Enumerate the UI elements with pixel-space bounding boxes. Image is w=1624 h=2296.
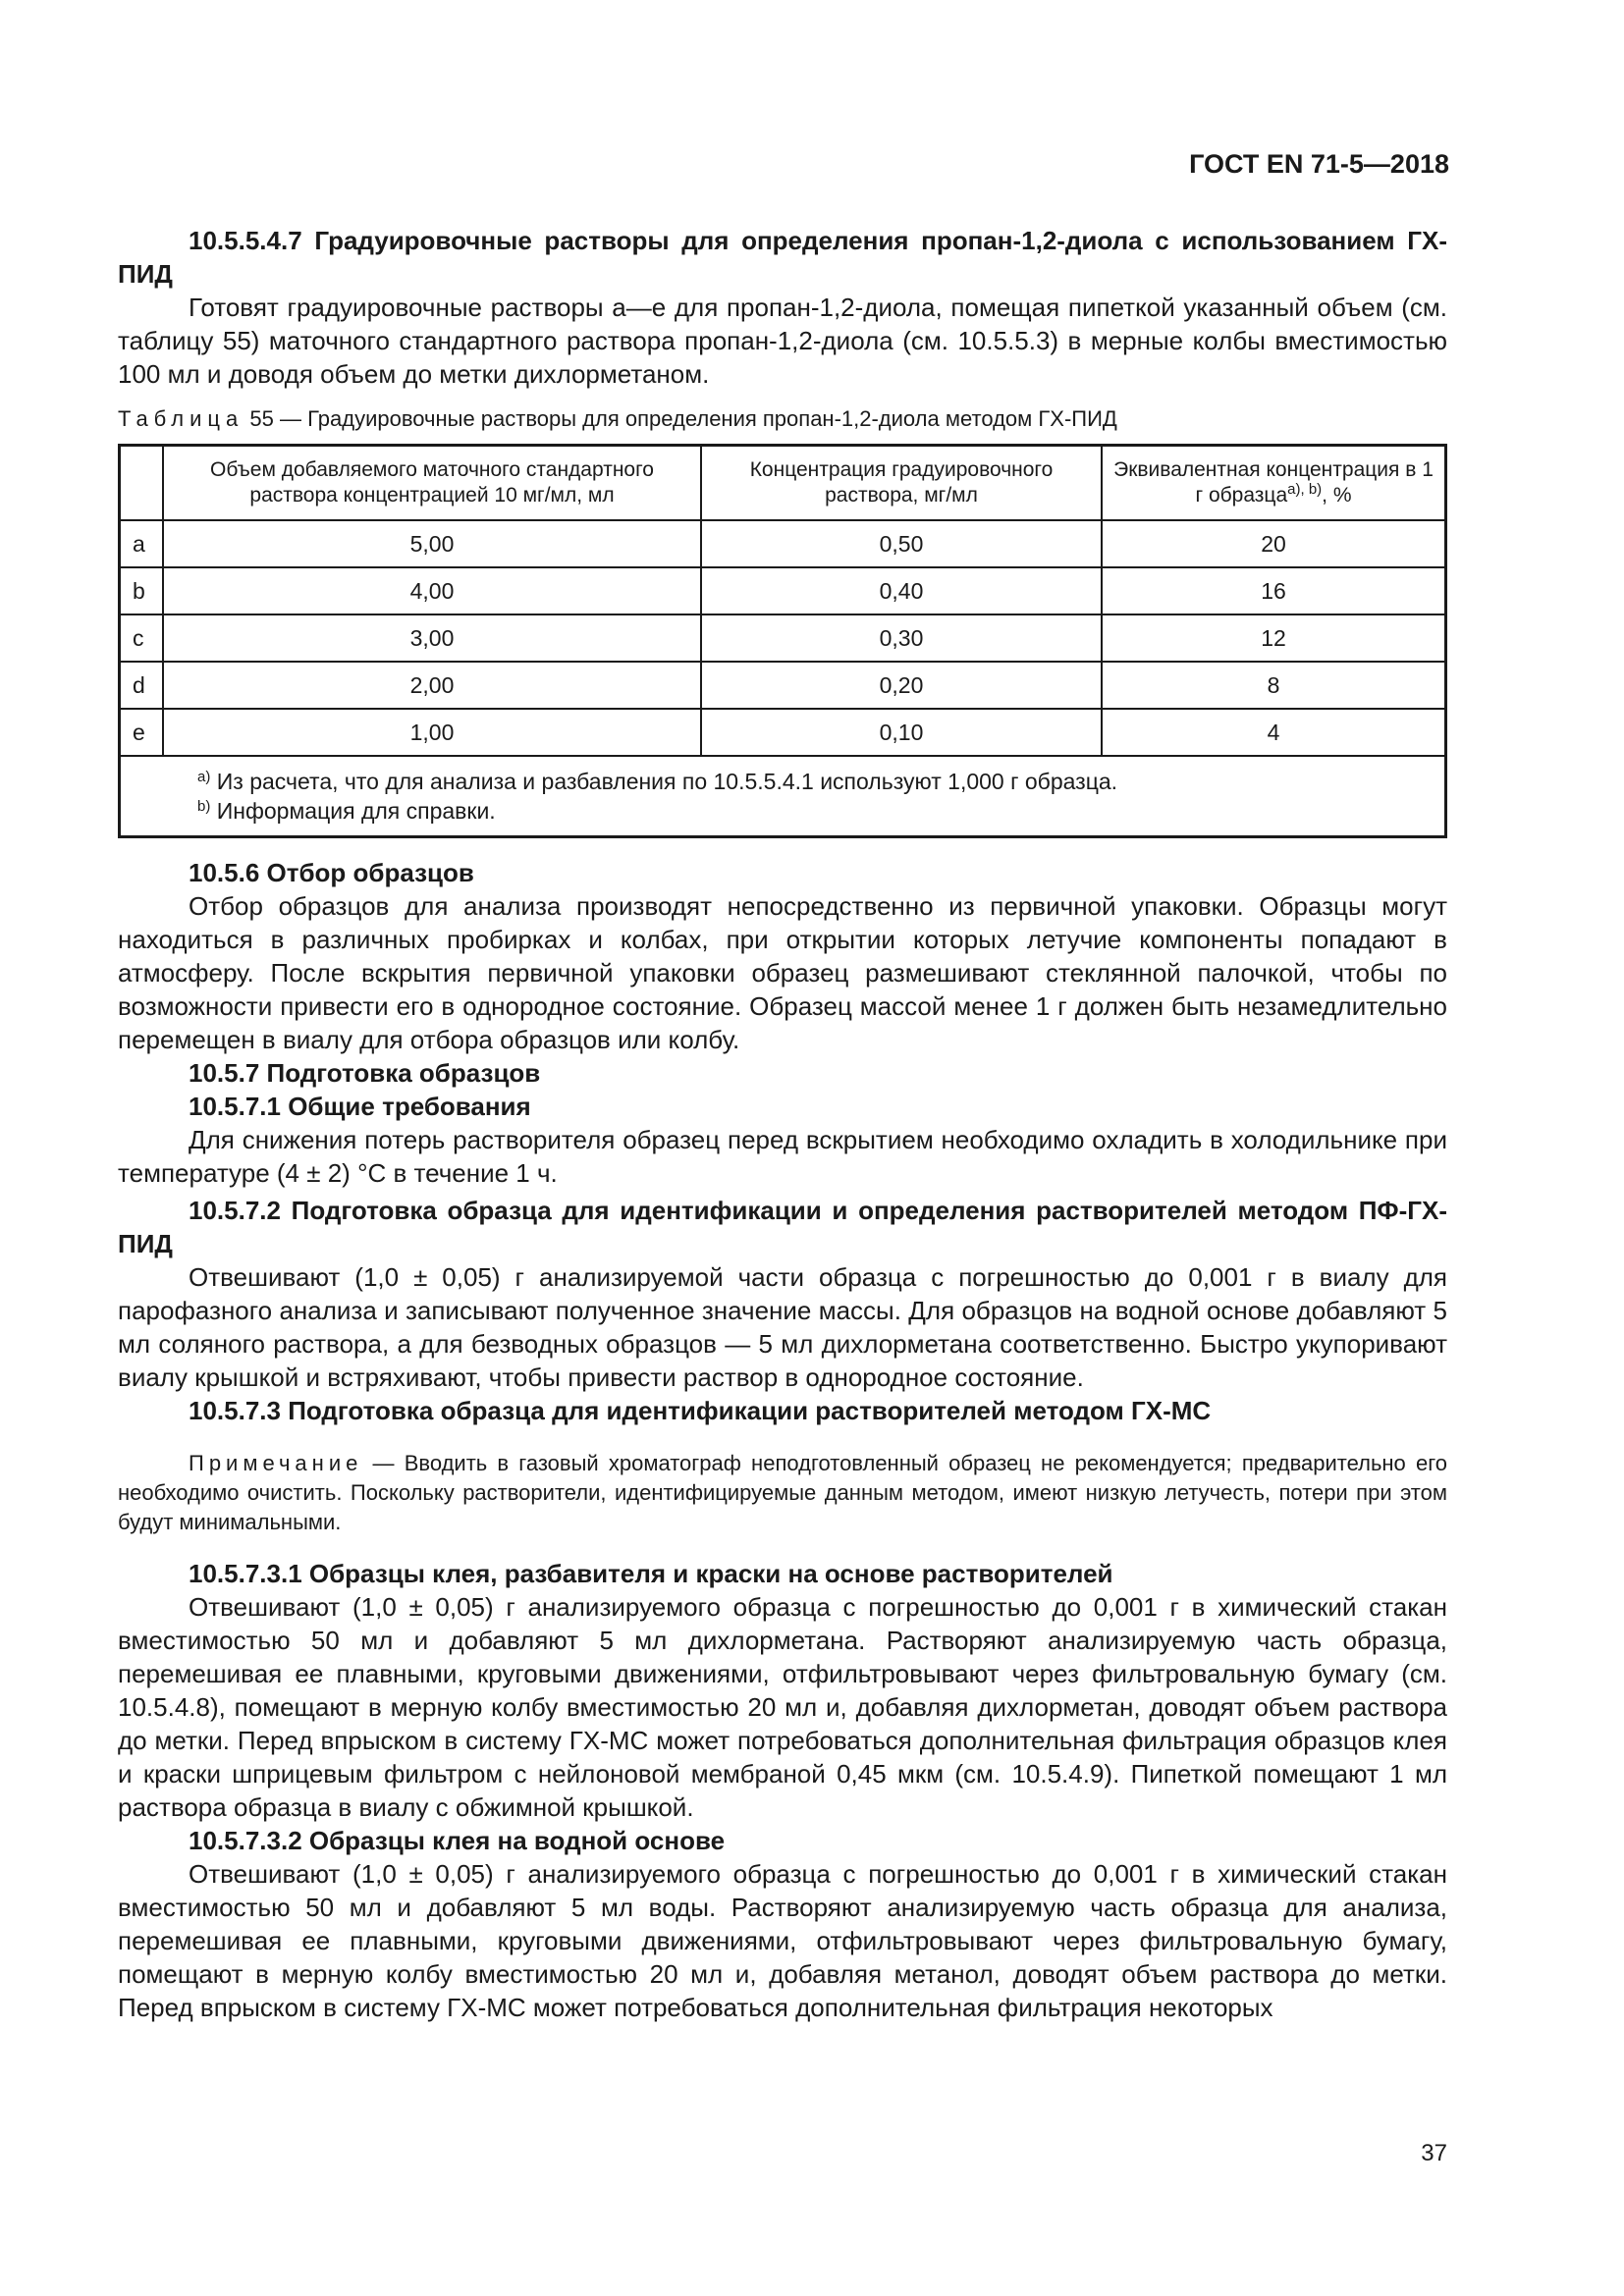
row-label: b [120, 567, 164, 614]
row-equivalent: 12 [1102, 614, 1446, 662]
page-content [118, 224, 1447, 2024]
table-caption-label: Таблица [118, 406, 244, 431]
footnote-b [197, 796, 1444, 826]
section-body-10-5-7-3-2: Отвешивают (1,0 ± 0,05) г анализируемого образца с погрешностью до 0,001 г в химический стакан вместимостью 50 мл и добавляют 5 мл воды. Растворяют анализируемую часть образца для анализа, перемешивая ее плавными, круговыми движениями, отфильтровывают через фильтровальную бумагу, помещают в мерную колбу вместимостью 20 мл и, добавляя метанол, доводят объем раствора до метки. Перед впрыском в систему ГХ-МС может потребоваться дополнительная фильтрация некоторых [118, 1859, 1447, 2022]
table-header-row [120, 446, 1446, 521]
row-label: e [120, 709, 164, 756]
row-equivalent: 20 [1102, 520, 1446, 567]
section-heading-10-5-7-3-1: 10.5.7.3.1 Образцы клея, разбавителя и краски на основе растворителей [189, 1559, 1113, 1588]
row-label: c [120, 614, 164, 662]
footnote-a [197, 767, 1444, 796]
table-header-equivalent [1102, 446, 1446, 521]
row-concentration: 0,50 [701, 520, 1102, 567]
section-heading-10-5-5-4-7: 10.5.5.4.7 Градуировочные растворы для определения пропан-1,2-диола с использованием ГХ-ПИД [118, 226, 1447, 289]
table-header-equivalent-text: Эквивалентная концентрация в 1 г образца [1113, 458, 1434, 507]
table-row [120, 520, 1446, 567]
section-heading-10-5-7-1: 10.5.7.1 Общие требования [189, 1092, 531, 1121]
row-equivalent: 16 [1102, 567, 1446, 614]
table-footnote-row [120, 756, 1446, 837]
row-volume: 2,00 [163, 662, 701, 709]
row-concentration: 0,10 [701, 709, 1102, 756]
page-number: 37 [1421, 2140, 1447, 2166]
row-concentration: 0,30 [701, 614, 1102, 662]
section-heading-10-5-7-2: 10.5.7.2 Подготовка образца для идентификации и определения растворителей методом ПФ-ГХ-ПИД [118, 1196, 1447, 1258]
row-volume: 3,00 [163, 614, 701, 662]
table-header-label-cell [120, 446, 164, 521]
row-equivalent: 8 [1102, 662, 1446, 709]
row-volume: 1,00 [163, 709, 701, 756]
table-header-concentration: Концентрация градуировочного раствора, мг/мл [701, 446, 1102, 521]
section-heading-10-5-6: 10.5.6 Отбор образцов [189, 858, 474, 887]
section-body-10-5-7-2: Отвешивают (1,0 ± 0,05) г анализируемой части образца с погрешностью до 0,001 г в виалу для парофазного анализа и записывают полученное значение массы. Для образцов на водной основе добавляют 5 мл соляного раствора, а для безводных образцов — 5 мл дихлорметана соответственно. Быстро укупоривают виалу крышкой и встряхивают, чтобы привести раствор в однородное состояние. [118, 1262, 1447, 1392]
footnote-a-mark: a) [197, 769, 211, 785]
row-concentration: 0,40 [701, 567, 1102, 614]
table-header-equivalent-suffix: , % [1322, 484, 1352, 507]
row-label: d [120, 662, 164, 709]
table-row [120, 709, 1446, 756]
note-label: Примечание [189, 1451, 363, 1475]
document-header: ГОСТ EN 71-5—2018 [1189, 149, 1449, 179]
table-row [120, 567, 1446, 614]
section-heading-10-5-7: 10.5.7 Подготовка образцов [189, 1058, 541, 1088]
table-row [120, 614, 1446, 662]
row-volume: 5,00 [163, 520, 701, 567]
table-row [120, 662, 1446, 709]
footnote-b-text: Информация для справки. [216, 798, 496, 824]
row-equivalent: 4 [1102, 709, 1446, 756]
footnote-a-text: Из расчета, что для анализа и разбавления по 10.5.5.4.1 используют 1,000 г образца. [216, 769, 1118, 794]
table-header-equivalent-sup: a), b) [1287, 481, 1323, 498]
calibration-table [118, 444, 1447, 838]
row-concentration: 0,20 [701, 662, 1102, 709]
section-body-10-5-5-4-7: Готовят градуировочные растворы а—е для пропан-1,2-диола, помещая пипеткой указанный объем (см. таблицу 55) маточного стандартного раствора пропан-1,2-диола (см. 10.5.5.3) в мерные колбы вместимостью 100 мл и доводя объем до метки дихлорметаном. [118, 293, 1447, 389]
table-caption [118, 404, 1447, 434]
section-heading-10-5-7-3: 10.5.7.3 Подготовка образца для идентификации растворителей методом ГХ-МС [189, 1396, 1212, 1425]
table-caption-text: 55 — Градуировочные растворы для определения пропан-1,2-диола методом ГХ-ПИД [249, 406, 1117, 431]
table-header-volume: Объем добавляемого маточного стандартного раствора концентрацией 10 мг/мл, мл [163, 446, 701, 521]
row-volume: 4,00 [163, 567, 701, 614]
footnote-b-mark: b) [197, 798, 211, 815]
section-body-10-5-6: Отбор образцов для анализа производят непосредственно из первичной упаковки. Образцы могут находиться в различных пробирках и колбах, при открытии которых летучие компоненты попадают в атмосферу. После вскрытия первичной упаковки образец размешивают стеклянной палочкой, чтобы по возможности привести его в однородное состояние. Образец массой менее 1 г должен быть незамедлительно перемещен в виалу для отбора образцов или колбу. [118, 891, 1447, 1054]
section-body-10-5-7-1: Для снижения потерь растворителя образец перед вскрытием необходимо охладить в холодильнике при температуре (4 ± 2) °С в течение 1 ч. [118, 1125, 1447, 1188]
note [118, 1449, 1447, 1537]
section-body-10-5-7-3-1: Отвешивают (1,0 ± 0,05) г анализируемого образца с погрешностью до 0,001 г в химический стакан вместимостью 50 мл и добавляют 5 мл дихлорметана. Растворяют анализируемую часть образца, перемешивая ее плавными, круговыми движениями, отфильтровывают через фильтровальную бумагу (см. 10.5.4.8), помещают в мерную колбу вместимостью 20 мл и, добавляя дихлорметан, доводят объем раствора до метки. Перед впрыском в систему ГХ-МС может потребоваться дополнительная фильтрация образцов клея и краски шприцевым фильтром с нейлоновой мембраной 0,45 мкм (см. 10.5.4.9). Пипеткой помещают 1 мл раствора образца в виалу с обжимной крышкой. [118, 1592, 1447, 1822]
section-heading-10-5-7-3-2: 10.5.7.3.2 Образцы клея на водной основе [189, 1826, 726, 1855]
row-label: a [120, 520, 164, 567]
note-text: — Вводить в газовый хроматограф неподготовленный образец не рекомендуется; предварительно его необходимо очистить. Поскольку растворители, идентифицируемые данным методом, имеют низкую летучесть, потери при этом будут минимальными. [118, 1451, 1447, 1534]
table-footnotes [120, 756, 1446, 837]
